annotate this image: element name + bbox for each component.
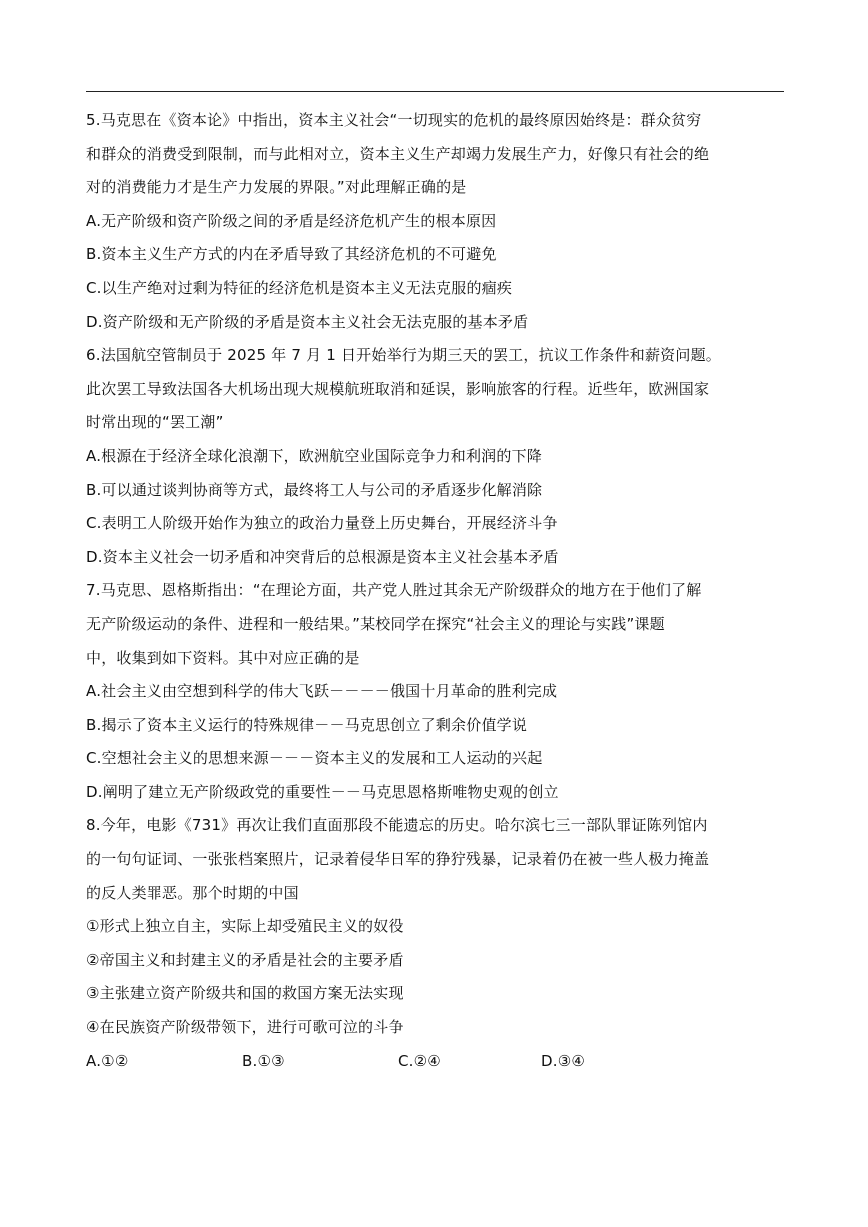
question-8: [86, 809, 786, 1078]
question-stem-line: 6.法国航空管制员于 2025 年 7 月 1 日开始举行为期三天的罢工，抗议工作条件和薪资问题。: [86, 346, 721, 365]
question-stem-line: 的反人类罪恶。那个时期的中国: [86, 883, 299, 902]
option-d: D.资本主义社会一切矛盾和冲突背后的总根源是资本主义社会基本矛盾: [86, 547, 559, 566]
statement-4: ④在民族资产阶级带领下，进行可歌可泣的斗争: [86, 1018, 404, 1037]
question-stem-line: 和群众的消费受到限制，而与此相对立，资本主义生产却竭力发展生产力，好像只有社会的绝: [86, 144, 710, 163]
question-stem-line: 7.马克思、恩格斯指出：“在理论方面，共产党人胜过其余无产阶级群众的地方在于他们了解: [86, 581, 702, 600]
statement-2: ②帝国主义和封建主义的矛盾是社会的主要矛盾: [86, 950, 404, 969]
answer-c: C.②④: [398, 1051, 441, 1070]
option-a: A.根源在于经济全球化浪潮下，欧洲航空业国际竞争力和利润的下降: [86, 446, 542, 465]
question-stem-line: 5.马克思在《资本论》中指出，资本主义社会“一切现实的危机的最终原因始终是：群众贫穷: [86, 111, 702, 129]
option-b: B.资本主义生产方式的内在矛盾导致了其经济危机的不可避免: [86, 245, 497, 264]
option-c: C.表明工人阶级开始作为独立的政治力量登上历史舞台，开展经济斗争: [86, 514, 558, 533]
question-5: [86, 104, 786, 339]
statement-1: ①形式上独立自主，实际上却受殖民主义的奴役: [86, 917, 404, 936]
question-stem-line: 的一句句证词、一张张档案照片，记录着侵华日军的狰狞残暴，记录着仍在被一些人极力掩盖: [86, 850, 710, 869]
answer-a: A.①②: [86, 1051, 129, 1070]
question-stem-line: 无产阶级运动的条件、进程和一般结果。”某校同学在探究“社会主义的理论与实践”课题: [86, 614, 665, 633]
question-stem-line: 中，收集到如下资料。其中对应正确的是: [86, 648, 360, 667]
question-stem-line: 此次罢工导致法国各大机场出现大规模航班取消和延误，影响旅客的行程。近些年，欧洲国家: [86, 379, 710, 398]
option-d: D.资产阶级和无产阶级的矛盾是资本主义社会无法克服的基本矛盾: [86, 312, 529, 331]
question-stem-line: 时常出现的“罢工潮”: [86, 413, 224, 432]
option-b: B.揭示了资本主义运行的特殊规律－－马克思创立了剩余价值学说: [86, 715, 528, 734]
question-6: [86, 339, 786, 574]
option-c: C.以生产绝对过剩为特征的经济危机是资本主义无法克服的痼疾: [86, 278, 513, 297]
option-d: D.阐明了建立无产阶级政党的重要性－－马克思恩格斯唯物史观的创立: [86, 782, 559, 801]
statement-3: ③主张建立资产阶级共和国的救国方案无法实现: [86, 984, 404, 1003]
question-stem-line: 对的消费能力才是生产力发展的界限。”对此理解正确的是: [86, 178, 467, 197]
exam-page-content: [86, 104, 786, 1078]
answer-b: B.①③: [242, 1051, 285, 1070]
option-c: C.空想社会主义的思想来源－－－资本主义的发展和工人运动的兴起: [86, 749, 543, 768]
option-b: B.可以通过谈判协商等方式，最终将工人与公司的矛盾逐步化解消除: [86, 480, 543, 499]
answer-d: D.③④: [541, 1051, 586, 1070]
question-7: [86, 574, 786, 809]
header-rule: [86, 91, 784, 92]
question-stem-line: 8.今年，电影《731》再次让我们直面那段不能遗忘的历史。哈尔滨七三一部队罪证陈列馆内: [86, 816, 708, 835]
option-a: A.无产阶级和资产阶级之间的矛盾是经济危机产生的根本原因: [86, 211, 497, 230]
option-a: A.社会主义由空想到科学的伟大飞跃－－－－俄国十月革命的胜利完成: [86, 682, 558, 701]
answer-choices: [86, 1045, 786, 1079]
